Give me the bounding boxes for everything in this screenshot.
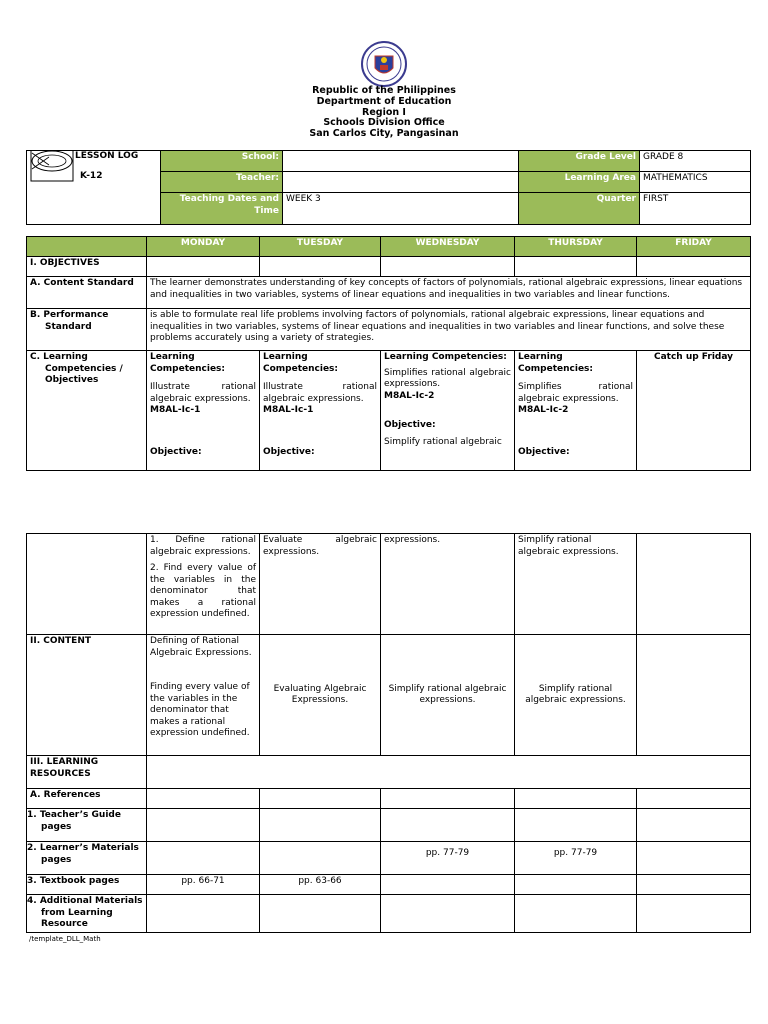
- region-text: Region I: [362, 106, 406, 118]
- fri-content[interactable]: [637, 635, 751, 756]
- lm-thu[interactable]: pp. 77-79: [515, 842, 637, 875]
- performance-label-line2: Standard: [45, 321, 92, 332]
- lc-thu-heading-b: Competencies:: [518, 363, 594, 374]
- mon-objective-1: 1. Define rational algebraic expressions.: [150, 535, 256, 557]
- tb-text: Textbook pages: [39, 876, 120, 886]
- am-wed[interactable]: [381, 895, 515, 933]
- am-tue[interactable]: [260, 895, 381, 933]
- performance-label-line1: B. Performance: [30, 310, 109, 320]
- tg-tue[interactable]: [260, 809, 381, 842]
- lc-thu-text: Simplifies rational algebraic expressions.: [518, 382, 633, 404]
- am-text: Additional Materials from Learning Resource: [39, 896, 143, 929]
- monday-header: MONDAY: [147, 237, 260, 257]
- grade-level-label: Grade Level: [519, 151, 640, 172]
- grade-level-value[interactable]: GRADE 8: [640, 151, 751, 172]
- lesson-log-label: LESSON LOG: [75, 151, 139, 161]
- lm-tue[interactable]: [260, 842, 381, 875]
- organization-header: [234, 86, 534, 140]
- lc-thu-heading-a: Learning: [518, 352, 563, 362]
- learning-area-label: Learning Area: [519, 172, 640, 193]
- school-label: School:: [161, 151, 283, 172]
- learning-competencies-label: [27, 351, 147, 471]
- thu-objective[interactable]: Simplify rational algebraic expressions.: [515, 534, 637, 635]
- tuesday-header: TUESDAY: [260, 237, 381, 257]
- tg-fri[interactable]: [637, 809, 751, 842]
- tb-thu[interactable]: [515, 875, 637, 895]
- lc-mon-text: Illustrate rational algebraic expressions.: [150, 382, 256, 404]
- quarter-value[interactable]: FIRST: [640, 193, 751, 225]
- learning-resources-span: [147, 756, 751, 789]
- tg-thu[interactable]: [515, 809, 637, 842]
- mon-content-1: Defining of Rational Algebraic Expressions.: [150, 636, 252, 658]
- teaching-dates-label: Teaching Dates and Time: [161, 193, 283, 225]
- city-text: San Carlos City, Pangasinan: [309, 128, 459, 140]
- references-tue[interactable]: [260, 789, 381, 809]
- lc-tuesday[interactable]: [260, 351, 381, 471]
- am-thu[interactable]: [515, 895, 637, 933]
- learning-resources-heading: III. LEARNING RESOURCES: [27, 756, 147, 789]
- lc-friday[interactable]: Catch up Friday: [637, 351, 751, 471]
- references-thu[interactable]: [515, 789, 637, 809]
- tg-mon[interactable]: [147, 809, 260, 842]
- tb-wed[interactable]: [381, 875, 515, 895]
- tb-mon[interactable]: pp. 66-71: [147, 875, 260, 895]
- wed-content[interactable]: Simplify rational algebraic expressions.: [381, 635, 515, 756]
- objectives-wed[interactable]: [381, 257, 515, 277]
- lc-tue-objective-label: Objective:: [263, 446, 315, 457]
- lc-tue-text: Illustrate rational algebraic expressions.: [263, 382, 377, 404]
- lc-mon-objective-label: Objective:: [150, 446, 202, 457]
- lc-monday[interactable]: [147, 351, 260, 471]
- tb-tue[interactable]: pp. 63-66: [260, 875, 381, 895]
- tb-num: 3.: [27, 876, 37, 886]
- lesson-log-icon: [29, 151, 75, 184]
- objectives-mon[interactable]: [147, 257, 260, 277]
- lc-wednesday[interactable]: [381, 351, 515, 471]
- lc-thursday[interactable]: [515, 351, 637, 471]
- tg-text: Teacher’s Guide pages: [39, 810, 121, 832]
- lm-mon[interactable]: [147, 842, 260, 875]
- k12-label: K-12: [80, 171, 103, 181]
- objectives-fri[interactable]: [637, 257, 751, 277]
- performance-standard-label: [27, 309, 147, 351]
- am-mon[interactable]: [147, 895, 260, 933]
- tb-fri[interactable]: [637, 875, 751, 895]
- teachers-guide-label: [27, 809, 147, 842]
- lc-tue-heading-a: Learning: [263, 352, 308, 362]
- wednesday-header: WEDNESDAY: [381, 237, 515, 257]
- lc-label-line2: Competencies /: [45, 363, 123, 374]
- template-footer: /template_DLL_Math: [29, 935, 101, 943]
- am-fri[interactable]: [637, 895, 751, 933]
- textbook-pages-label: [27, 875, 147, 895]
- am-num: 4.: [27, 896, 37, 906]
- lc-thu-objective-label: Objective:: [518, 446, 570, 457]
- lc-wed-heading: Learning Competencies:: [384, 352, 507, 362]
- obj-mon-cont[interactable]: [147, 534, 260, 635]
- lc-wed-objective-text: Simplify rational algebraic: [384, 436, 502, 447]
- lm-text: Learner’s Materials pages: [39, 843, 139, 865]
- quarter-label: Quarter: [519, 193, 640, 225]
- lc-wed-text: Simplifies rational algebraic expressions.: [384, 367, 511, 389]
- objectives-table: [26, 236, 751, 471]
- school-value[interactable]: [283, 151, 519, 172]
- content-standard-text: The learner demonstrates understanding of key concepts of factors of polynomials, rational algebraic expressions, linear equations and inequalities in two variables, systems of linear equations and inequalities in two variables and linear functions.: [147, 277, 751, 309]
- department-text: Department of Education: [316, 95, 452, 107]
- tue-objective[interactable]: Evaluate algebraic expressions.: [260, 534, 381, 635]
- lc-wed-objective-label: Objective:: [384, 420, 436, 430]
- teacher-label: Teacher:: [161, 172, 283, 193]
- lm-num: 2.: [27, 843, 37, 853]
- lc-mon-code: M8AL-Ic-1: [150, 405, 201, 415]
- content-standard-label: A. Content Standard: [27, 277, 147, 309]
- lm-wed[interactable]: pp. 77-79: [381, 842, 515, 875]
- objectives-thu[interactable]: [515, 257, 637, 277]
- lc-tue-code: M8AL-Ic-1: [263, 405, 314, 415]
- lc-mon-heading-b: Competencies:: [150, 363, 226, 374]
- tue-content[interactable]: Evaluating Algebraic Expressions.: [260, 635, 381, 756]
- references-label: A. References: [27, 789, 147, 809]
- division-text: Schools Division Office: [323, 117, 445, 129]
- lc-label-line3: Objectives: [45, 375, 99, 385]
- teacher-value[interactable]: [283, 172, 519, 193]
- wed-objective-end[interactable]: expressions.: [381, 534, 515, 635]
- republic-text: Republic of the Philippines: [312, 85, 456, 96]
- content-heading: II. CONTENT: [27, 635, 147, 756]
- mon-content-2: Finding every value of the variables in the denominator that makes a rational expression undefined.: [150, 682, 250, 738]
- teaching-dates-value[interactable]: WEEK 3: [283, 193, 519, 225]
- lc-wed-code: M8AL-Ic-2: [384, 390, 435, 401]
- lc-tue-heading-b: Competencies:: [263, 363, 339, 374]
- lm-fri[interactable]: [637, 842, 751, 875]
- performance-standard-text: is able to formulate real life problems involving factors of polynomials, rational algebraic expressions, linear equations and inequalities in two variables, systems of linear equations and inequalities in two variables and linear functions, and solve these problems accurately using a variety of strategies.: [147, 309, 751, 351]
- references-fri[interactable]: [637, 789, 751, 809]
- friday-header: FRIDAY: [637, 237, 751, 257]
- lc-mon-heading-a: Learning: [150, 352, 195, 362]
- lc-label-line1: C. Learning: [30, 352, 88, 362]
- references-mon[interactable]: [147, 789, 260, 809]
- fri-objective[interactable]: [637, 534, 751, 635]
- content-table: [26, 533, 751, 933]
- thursday-header: THURSDAY: [515, 237, 637, 257]
- tg-wed[interactable]: [381, 809, 515, 842]
- learning-area-value[interactable]: MATHEMATICS: [640, 172, 751, 193]
- additional-materials-label: [27, 895, 147, 933]
- day-header-blank: [27, 237, 147, 257]
- tg-num: 1.: [27, 810, 37, 820]
- thu-content[interactable]: Simplify rational algebraic expressions.: [515, 635, 637, 756]
- lc-thu-code: M8AL-Ic-2: [518, 405, 569, 415]
- mon-objective-2: 2. Find every value of the variables in the denominator that makes a rational expression undefined.: [150, 563, 256, 619]
- references-wed[interactable]: [381, 789, 515, 809]
- info-table: [26, 150, 751, 225]
- lesson-log-cell: [27, 151, 161, 225]
- obj-continued-label: [27, 534, 147, 635]
- learners-materials-label: [27, 842, 147, 875]
- deped-seal-logo: [359, 40, 409, 88]
- objectives-tue[interactable]: [260, 257, 381, 277]
- mon-content[interactable]: [147, 635, 260, 756]
- objectives-heading: I. OBJECTIVES: [27, 257, 147, 277]
